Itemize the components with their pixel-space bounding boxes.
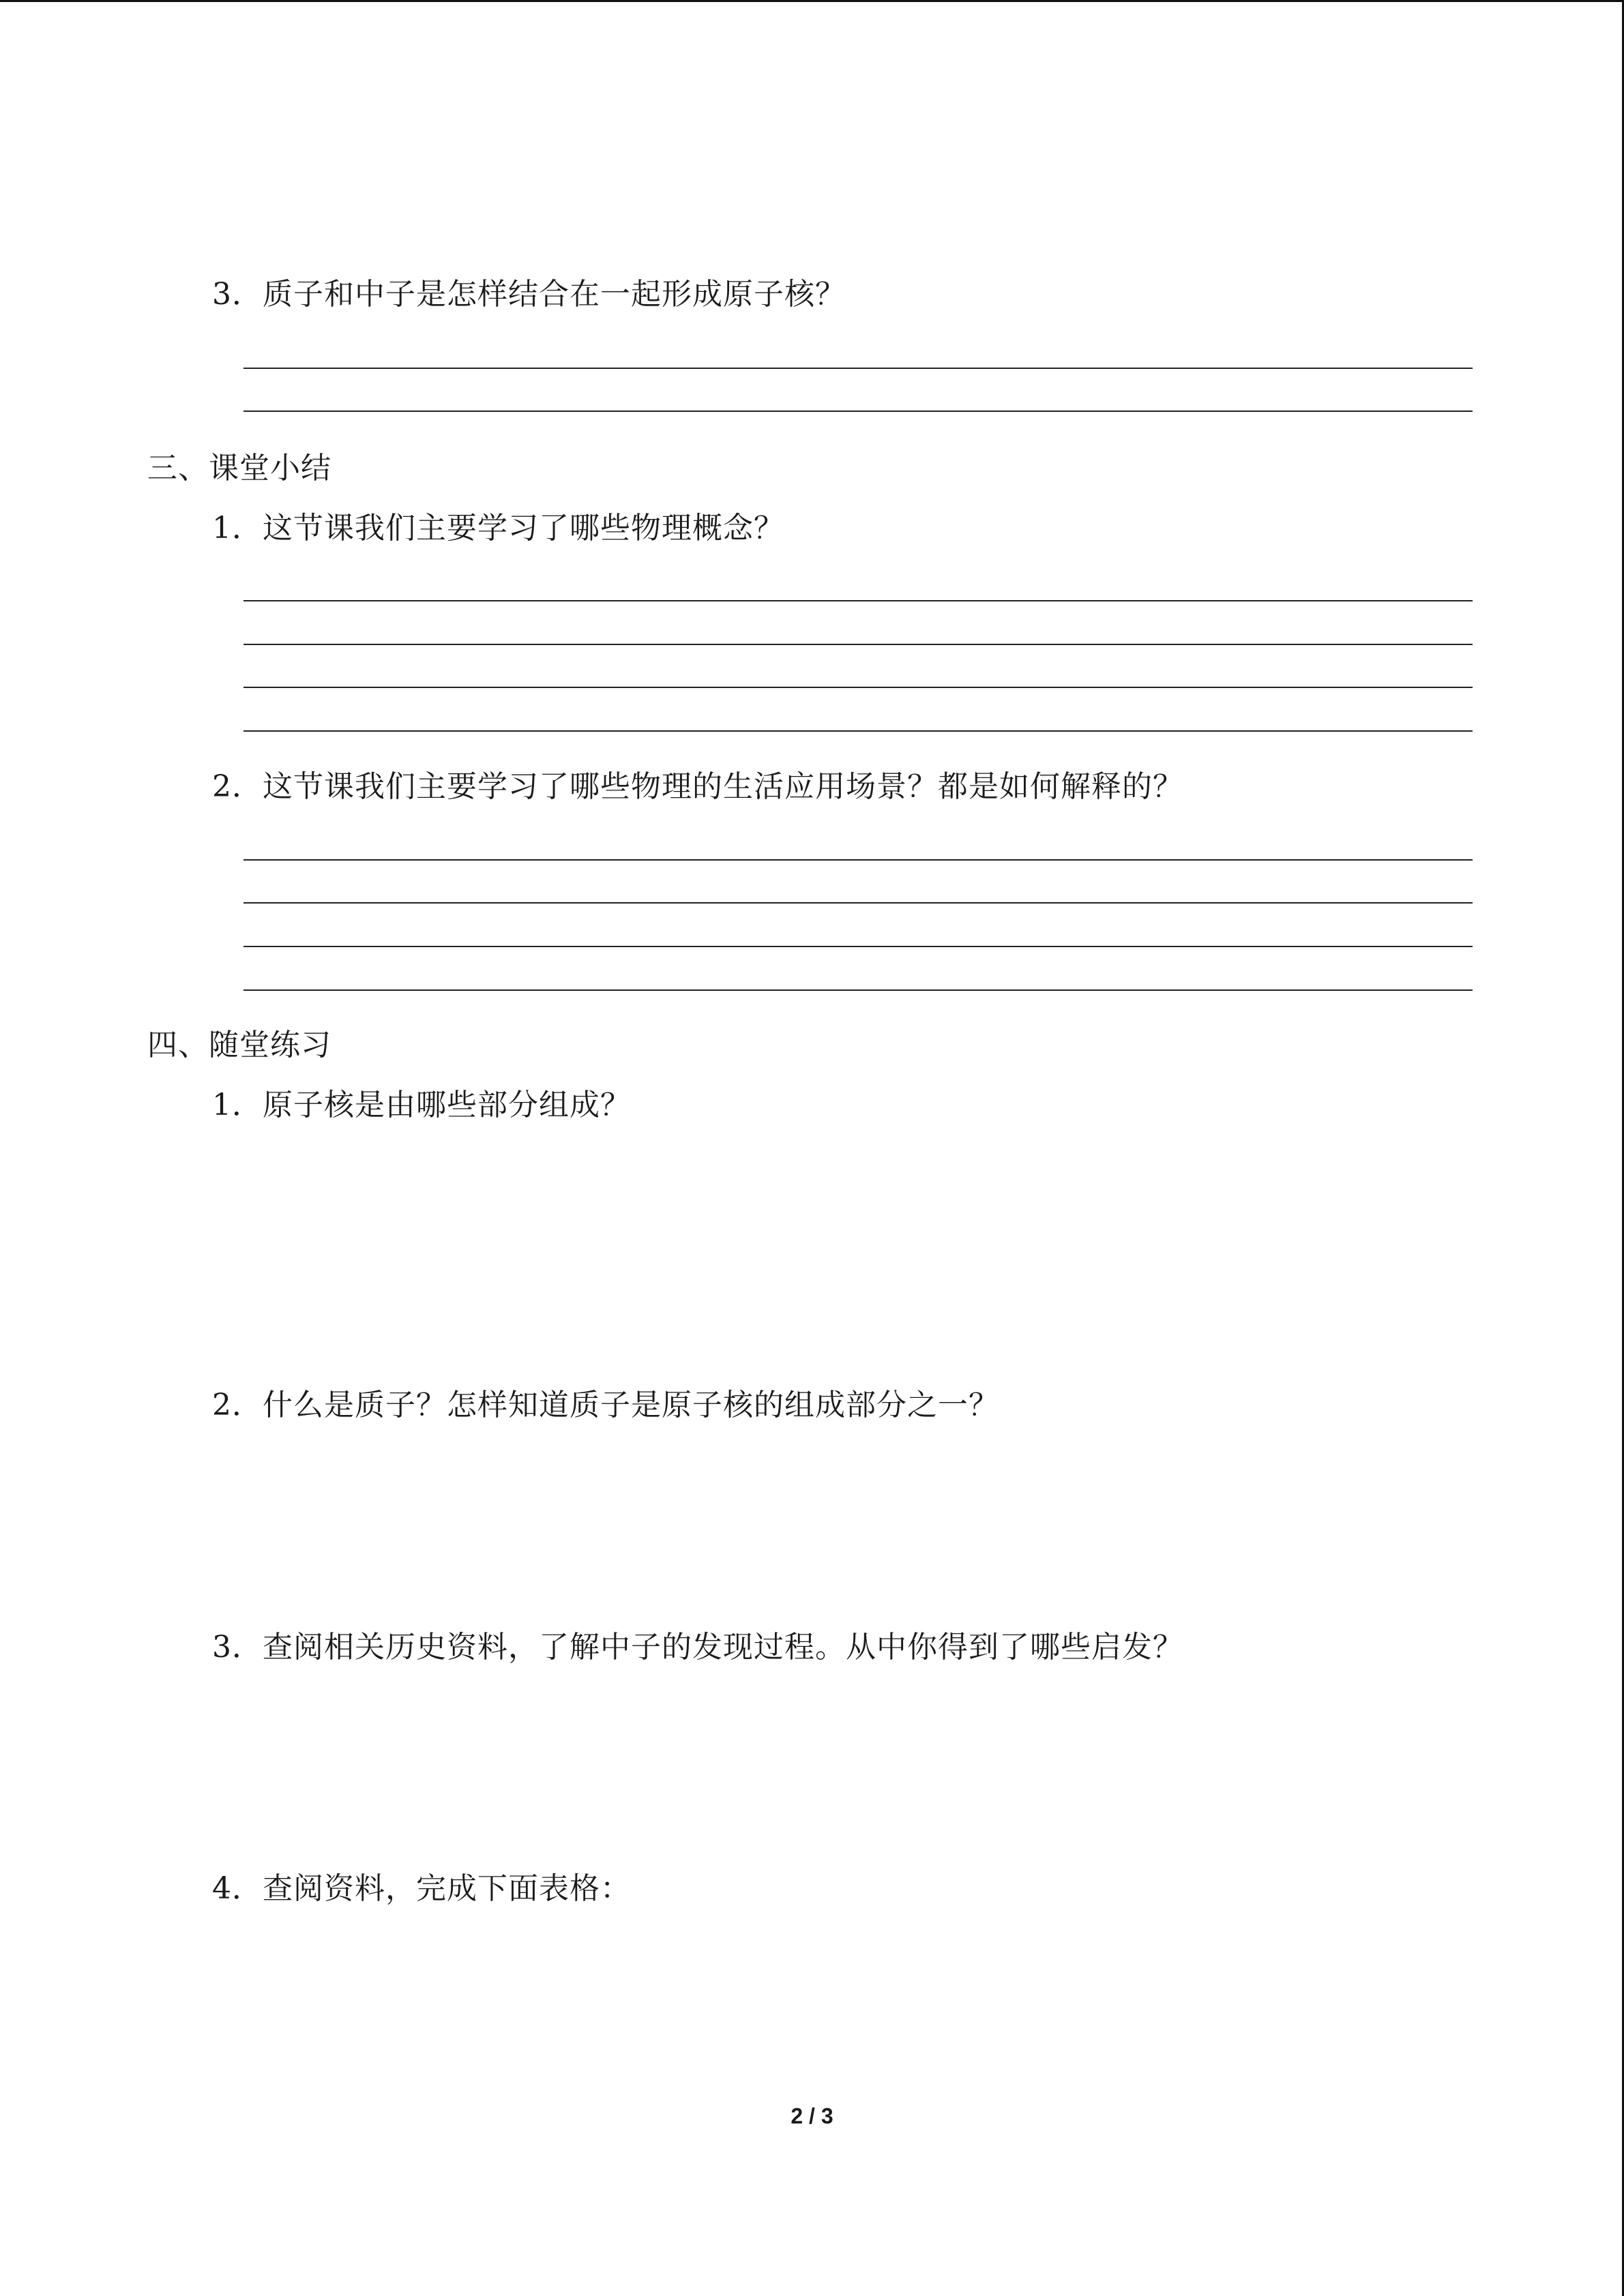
answer-line: [243, 730, 1473, 732]
page-number: 2 / 3: [791, 2104, 833, 2128]
answer-line: [243, 989, 1473, 991]
practice-question-1: 1．原子核是由哪些部分组成？: [212, 1088, 631, 1122]
section-heading-summary: 三、课堂小结: [147, 451, 331, 486]
practice-question-4: 4．查阅资料，完成下面表格：: [212, 1871, 631, 1906]
answer-line: [243, 411, 1473, 412]
practice-question-3: 3．查阅相关历史资料，了解中子的发现过程。从中你得到了哪些启发？: [212, 1630, 1183, 1665]
question-3-previous: 3．质子和中子是怎样结合在一起形成原子核？: [212, 277, 846, 312]
summary-question-1: 1．这节课我们主要学习了哪些物理概念？: [212, 511, 784, 546]
answer-line: [243, 687, 1473, 688]
page-top-border: [0, 0, 1624, 2]
answer-line: [243, 902, 1473, 904]
answer-line: [243, 600, 1473, 601]
answer-line: [243, 644, 1473, 645]
answer-line: [243, 368, 1473, 369]
answer-line: [243, 946, 1473, 947]
section-heading-practice: 四、随堂练习: [147, 1028, 331, 1062]
answer-line: [243, 859, 1473, 861]
summary-question-2: 2．这节课我们主要学习了哪些物理的生活应用场景？都是如何解释的？: [212, 769, 1183, 804]
practice-question-2: 2．什么是质子？怎样知道质子是原子核的组成部分之一？: [212, 1388, 999, 1422]
